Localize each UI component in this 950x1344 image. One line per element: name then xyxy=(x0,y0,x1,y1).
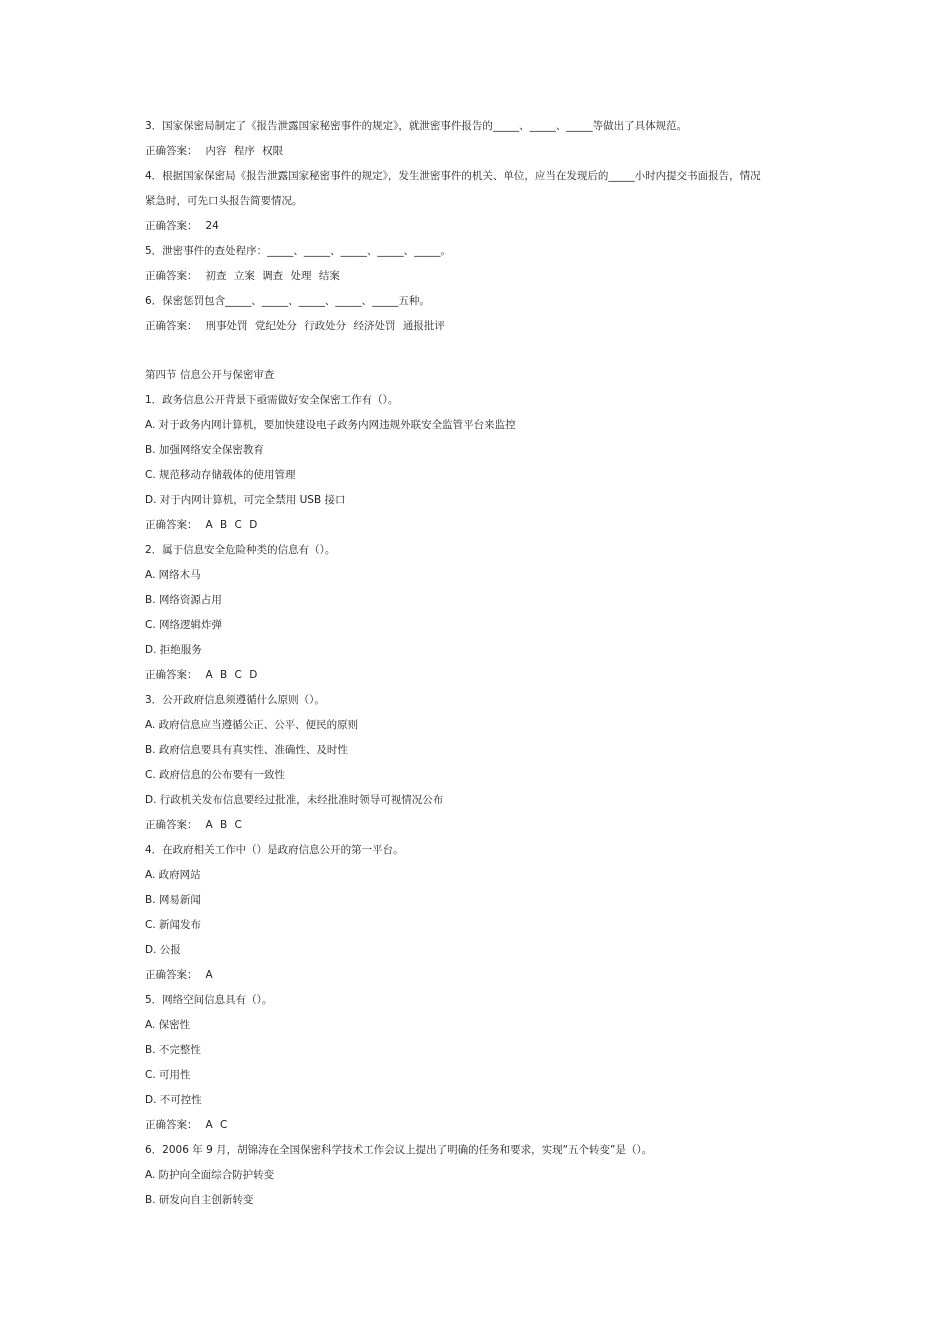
answer-label: 正确答案： xyxy=(145,145,198,157)
answer-line xyxy=(145,517,825,533)
answer-label: 正确答案： xyxy=(145,270,198,282)
question-p2-4 xyxy=(145,842,825,983)
answer-line xyxy=(145,967,825,983)
answer-line xyxy=(145,318,825,334)
answer-label: 正确答案： xyxy=(145,969,198,981)
question-text: 3．公开政府信息须遵循什么原则（）。 xyxy=(145,694,325,706)
question-text: 3．国家保密局制定了《报告泄露国家秘密事件的规定》，就泄密事件报告的_____、_____、_____等做出了具体规范。 xyxy=(145,120,688,132)
option-a: A. 政府网站 xyxy=(145,869,201,881)
answer-value: A B C D xyxy=(205,519,258,531)
question-p2-3 xyxy=(145,692,825,833)
answer-value: A B C xyxy=(205,819,242,831)
option-b: B. 研发向自主创新转变 xyxy=(145,1194,254,1206)
option-c: C. 政府信息的公布要有一致性 xyxy=(145,769,286,781)
question-text: 5．泄密事件的查处程序：_____、_____、_____、_____、_____。 xyxy=(145,245,451,257)
question-p1-1 xyxy=(145,118,825,159)
answer-value: A C xyxy=(205,1119,228,1131)
question-p2-1 xyxy=(145,392,825,533)
answer-label: 正确答案： xyxy=(145,320,198,332)
question-p1-4 xyxy=(145,293,825,334)
answer-value: 24 xyxy=(205,220,219,232)
document-page xyxy=(145,118,825,1208)
option-a: A. 保密性 xyxy=(145,1019,191,1031)
answer-label: 正确答案： xyxy=(145,519,198,531)
question-p2-5 xyxy=(145,992,825,1133)
option-d: D. 对于内网计算机，可完全禁用 USB 接口 xyxy=(145,494,346,506)
answer-line xyxy=(145,143,825,159)
question-text: 1．政务信息公开背景下亟需做好安全保密工作有（）。 xyxy=(145,394,399,406)
option-b: B. 政府信息要具有真实性、准确性、及时性 xyxy=(145,744,348,756)
question-p2-2 xyxy=(145,542,825,683)
option-a: A. 对于政务内网计算机，要加快建设电子政务内网违规外联安全监管平台来监控 xyxy=(145,419,516,431)
question-text: 6．2006 年 9 月，胡锦涛在全国保密科学技术工作会议上提出了明确的任务和要求，实现“五个转变”是（）。 xyxy=(145,1144,653,1156)
question-text: 6．保密惩罚包含_____、_____、_____、_____、_____五种。 xyxy=(145,295,430,307)
answer-label: 正确答案： xyxy=(145,1119,198,1131)
question-p1-3 xyxy=(145,243,825,284)
option-a: A. 政府信息应当遵循公正、公平、便民的原则 xyxy=(145,719,359,731)
option-b: B. 加强网络安全保密教育 xyxy=(145,444,264,456)
option-b: B. 网易新闻 xyxy=(145,894,201,906)
answer-line xyxy=(145,268,825,284)
answer-value: 刑事处罚 党纪处分 行政处分 经济处罚 通报批评 xyxy=(205,320,445,332)
option-c: C. 网络逻辑炸弹 xyxy=(145,619,223,631)
answer-label: 正确答案： xyxy=(145,819,198,831)
question-p2-6 xyxy=(145,1142,825,1208)
answer-line xyxy=(145,817,825,833)
answer-value: A xyxy=(205,969,213,981)
question-text: 2．属于信息安全危险种类的信息有（）。 xyxy=(145,544,336,556)
option-d: D. 不可控性 xyxy=(145,1094,202,1106)
question-text: 4．根据国家保密局《报告泄露国家秘密事件的规定》，发生泄密事件的机关、单位，应当在发现后的_____小时内提交书面报告，情况 xyxy=(145,170,761,182)
option-b: B. 网络资源占用 xyxy=(145,594,222,606)
option-d: D. 公报 xyxy=(145,944,181,956)
answer-label: 正确答案： xyxy=(145,669,198,681)
answer-line xyxy=(145,1117,825,1133)
option-d: D. 行政机关发布信息要经过批准，未经批准时领导可视情况公布 xyxy=(145,794,444,806)
question-text: 4．在政府相关工作中（）是政府信息公开的第一平台。 xyxy=(145,844,404,856)
option-a: A. 网络木马 xyxy=(145,569,201,581)
answer-line xyxy=(145,218,825,234)
option-d: D. 拒绝服务 xyxy=(145,644,202,656)
question-text-cont: 紧急时，可先口头报告简要情况。 xyxy=(145,195,303,207)
option-c: C. 新闻发布 xyxy=(145,919,202,931)
answer-label: 正确答案： xyxy=(145,220,198,232)
option-c: C. 规范移动存储载体的使用管理 xyxy=(145,469,296,481)
option-b: B. 不完整性 xyxy=(145,1044,201,1056)
section-title: 第四节 信息公开与保密审查 xyxy=(145,369,275,381)
question-p1-2 xyxy=(145,168,825,234)
answer-value: 初查 立案 调查 处理 结案 xyxy=(205,270,340,282)
answer-line xyxy=(145,667,825,683)
answer-value: 内容 程序 权限 xyxy=(205,145,284,157)
option-c: C. 可用性 xyxy=(145,1069,191,1081)
option-a: A. 防护向全面综合防护转变 xyxy=(145,1169,275,1181)
question-text: 5．网络空间信息具有（）。 xyxy=(145,994,273,1006)
answer-value: A B C D xyxy=(205,669,258,681)
